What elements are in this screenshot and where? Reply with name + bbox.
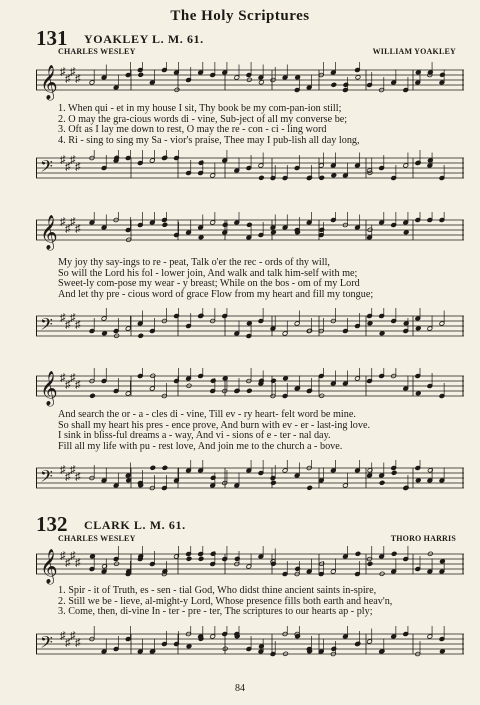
bass-clef-icon: 𝄢: [40, 466, 53, 490]
lyrics-block: [58, 586, 462, 618]
sharp-icon: ♯: [70, 216, 76, 228]
notehead: [150, 465, 156, 470]
notehead: [307, 485, 313, 490]
notehead: [186, 644, 192, 649]
bass-staff: [36, 460, 464, 500]
bass-staff: [36, 150, 464, 190]
tune-name: YOAKLEY L. M. 61.: [84, 32, 204, 46]
sharp-icon: ♯: [60, 312, 66, 324]
lyric-line: My joy thy say-ings to re - peat, Talk o'er the rec - ords of thy will,: [58, 257, 330, 268]
bass-clef-icon: 𝄢: [40, 632, 53, 656]
words-credit: CHARLES WESLEY: [58, 47, 136, 56]
notehead: [415, 391, 421, 396]
page-number: 84: [235, 683, 245, 694]
sharp-icon: ♯: [70, 630, 76, 642]
sharp-icon: ♯: [60, 154, 66, 166]
lyrics-block: [58, 410, 462, 452]
notehead: [246, 388, 252, 393]
sharp-icon: ♯: [70, 550, 76, 562]
notehead: [415, 160, 421, 165]
sharp-icon: ♯: [65, 223, 71, 235]
sharp-icon: ♯: [65, 73, 71, 85]
bass-staff: [36, 308, 464, 348]
notehead: [162, 222, 168, 227]
sharp-icon: ♯: [65, 471, 71, 483]
notehead: [295, 634, 301, 639]
sharp-icon: ♯: [60, 216, 66, 228]
notehead: [355, 75, 361, 80]
notehead: [391, 551, 397, 556]
sharp-icon: ♯: [75, 557, 81, 569]
lyric-line: Sweet-ly com-pose my wear - y breast; While on the bos - om of my Lord: [58, 278, 360, 290]
treble-staff: [36, 212, 464, 252]
lyric-line: Fill all my life with pu - rest love, And join me to the church a - bove.: [58, 440, 343, 452]
lyric-line: And let thy pre - cious word of grace Flow from my heart and fill my tongue;: [58, 288, 374, 300]
notehead: [259, 175, 265, 180]
sharp-icon: ♯: [75, 73, 81, 85]
sharp-icon: ♯: [65, 557, 71, 569]
bass-clef-icon: 𝄢: [40, 156, 53, 180]
notehead: [440, 649, 446, 654]
notehead: [198, 556, 204, 561]
sharp-icon: ♯: [70, 372, 76, 384]
notehead: [259, 80, 265, 85]
notehead: [271, 378, 277, 383]
lyric-line: So shall my heart his pres - ence prove, And burn with ev - er - last-ing love.: [58, 419, 371, 431]
sharp-icon: ♯: [75, 637, 81, 649]
bass-clef-icon: 𝄢: [40, 314, 53, 338]
sharp-icon: ♯: [65, 637, 71, 649]
lyric-line: 2. Still we be - lieve, al-might-y Lord, Whose presence fills both earth and heav'n,: [58, 595, 393, 607]
treble-staff: [36, 62, 464, 102]
notehead: [198, 235, 204, 240]
notehead: [307, 175, 313, 180]
treble-clef-icon: 𝄞: [40, 65, 58, 100]
sharp-icon: ♯: [65, 161, 71, 173]
tune-name: CLARK L. M. 61.: [84, 518, 186, 532]
notehead: [295, 386, 301, 391]
music-credit: WILLIAM YOAKLEY: [372, 47, 456, 56]
lyric-line: 1. When qui - et in my house I sit, Thy book be my com-pan-ion still;: [58, 103, 342, 114]
notehead: [391, 470, 397, 475]
sharp-icon: ♯: [70, 66, 76, 78]
lyric-line: 2. O may the gra-cious words di - vine, Sub-ject of all my converse be;: [58, 113, 348, 125]
sharp-icon: ♯: [60, 630, 66, 642]
notehead: [138, 72, 144, 77]
notehead: [150, 649, 156, 654]
notehead: [102, 331, 108, 336]
lyric-line: 1. Spir - it of Truth, es - sen - tial God, Who didst thine ancient saints in-spire,: [58, 585, 377, 596]
lyric-line: 3. Come, then, di-vine In - ter - pre - ter, The scriptures to our hearts ap - ply;: [58, 606, 373, 618]
treble-clef-icon: 𝄞: [40, 549, 58, 584]
notehead: [283, 376, 289, 381]
sharp-icon: ♯: [60, 550, 66, 562]
sharp-icon: ♯: [75, 223, 81, 235]
notehead: [355, 641, 361, 646]
sharp-icon: ♯: [75, 379, 81, 391]
sharp-icon: ♯: [70, 154, 76, 166]
sharp-icon: ♯: [70, 464, 76, 476]
notehead: [379, 480, 385, 485]
running-head: The Holy Scriptures: [170, 8, 310, 24]
hymn-number: 132: [36, 512, 68, 536]
notehead: [415, 478, 421, 483]
notehead: [415, 326, 421, 331]
notehead: [271, 480, 277, 485]
sharp-icon: ♯: [60, 372, 66, 384]
treble-staff: [36, 546, 464, 586]
notehead: [379, 331, 385, 336]
treble-staff: [36, 368, 464, 408]
lyrics-block: [58, 104, 462, 146]
sharp-icon: ♯: [75, 471, 81, 483]
sharp-icon: ♯: [60, 464, 66, 476]
notehead: [271, 561, 277, 566]
notehead: [403, 230, 409, 235]
notehead: [355, 551, 361, 556]
sharp-icon: ♯: [70, 312, 76, 324]
sharp-icon: ♯: [65, 319, 71, 331]
notehead: [367, 321, 373, 326]
sharp-icon: ♯: [75, 319, 81, 331]
notehead: [307, 388, 313, 393]
notehead: [367, 561, 373, 566]
notehead: [234, 388, 240, 393]
treble-clef-icon: 𝄞: [40, 215, 58, 250]
notehead: [162, 465, 168, 470]
notehead: [271, 230, 277, 235]
notehead: [90, 393, 96, 398]
notehead: [162, 155, 168, 160]
bass-staff: [36, 626, 464, 666]
lyric-line: 4. Ri - sing to sing my Sa - vior's praise, Thee may I pub-lish all day long,: [58, 134, 360, 146]
sharp-icon: ♯: [65, 379, 71, 391]
treble-clef-icon: 𝄞: [40, 371, 58, 406]
words-credit: CHARLES WESLEY: [58, 534, 136, 543]
lyrics-block: [58, 258, 462, 300]
hymn-number: 131: [36, 26, 68, 50]
lyric-line: And search the or - a - cles di - vine, Till ev - ry heart- felt word be mine.: [58, 409, 356, 420]
sharp-icon: ♯: [75, 161, 81, 173]
sharp-icon: ♯: [60, 66, 66, 78]
notehead: [319, 175, 325, 180]
notehead: [331, 82, 337, 87]
lyric-line: So will the Lord his fol - lower join, And walk and talk him-self with me;: [58, 267, 358, 279]
lyric-line: I sink in bliss-ful dreams a - way, And vi - sions of e - ter - nal day.: [58, 430, 331, 442]
music-credit: THORO HARRIS: [390, 534, 456, 543]
lyric-line: 3. Oft as I lay me down to rest, O may the re - con - ci - ling word: [58, 124, 327, 136]
notehead: [138, 333, 144, 338]
notehead: [186, 556, 192, 561]
notehead: [331, 173, 337, 178]
